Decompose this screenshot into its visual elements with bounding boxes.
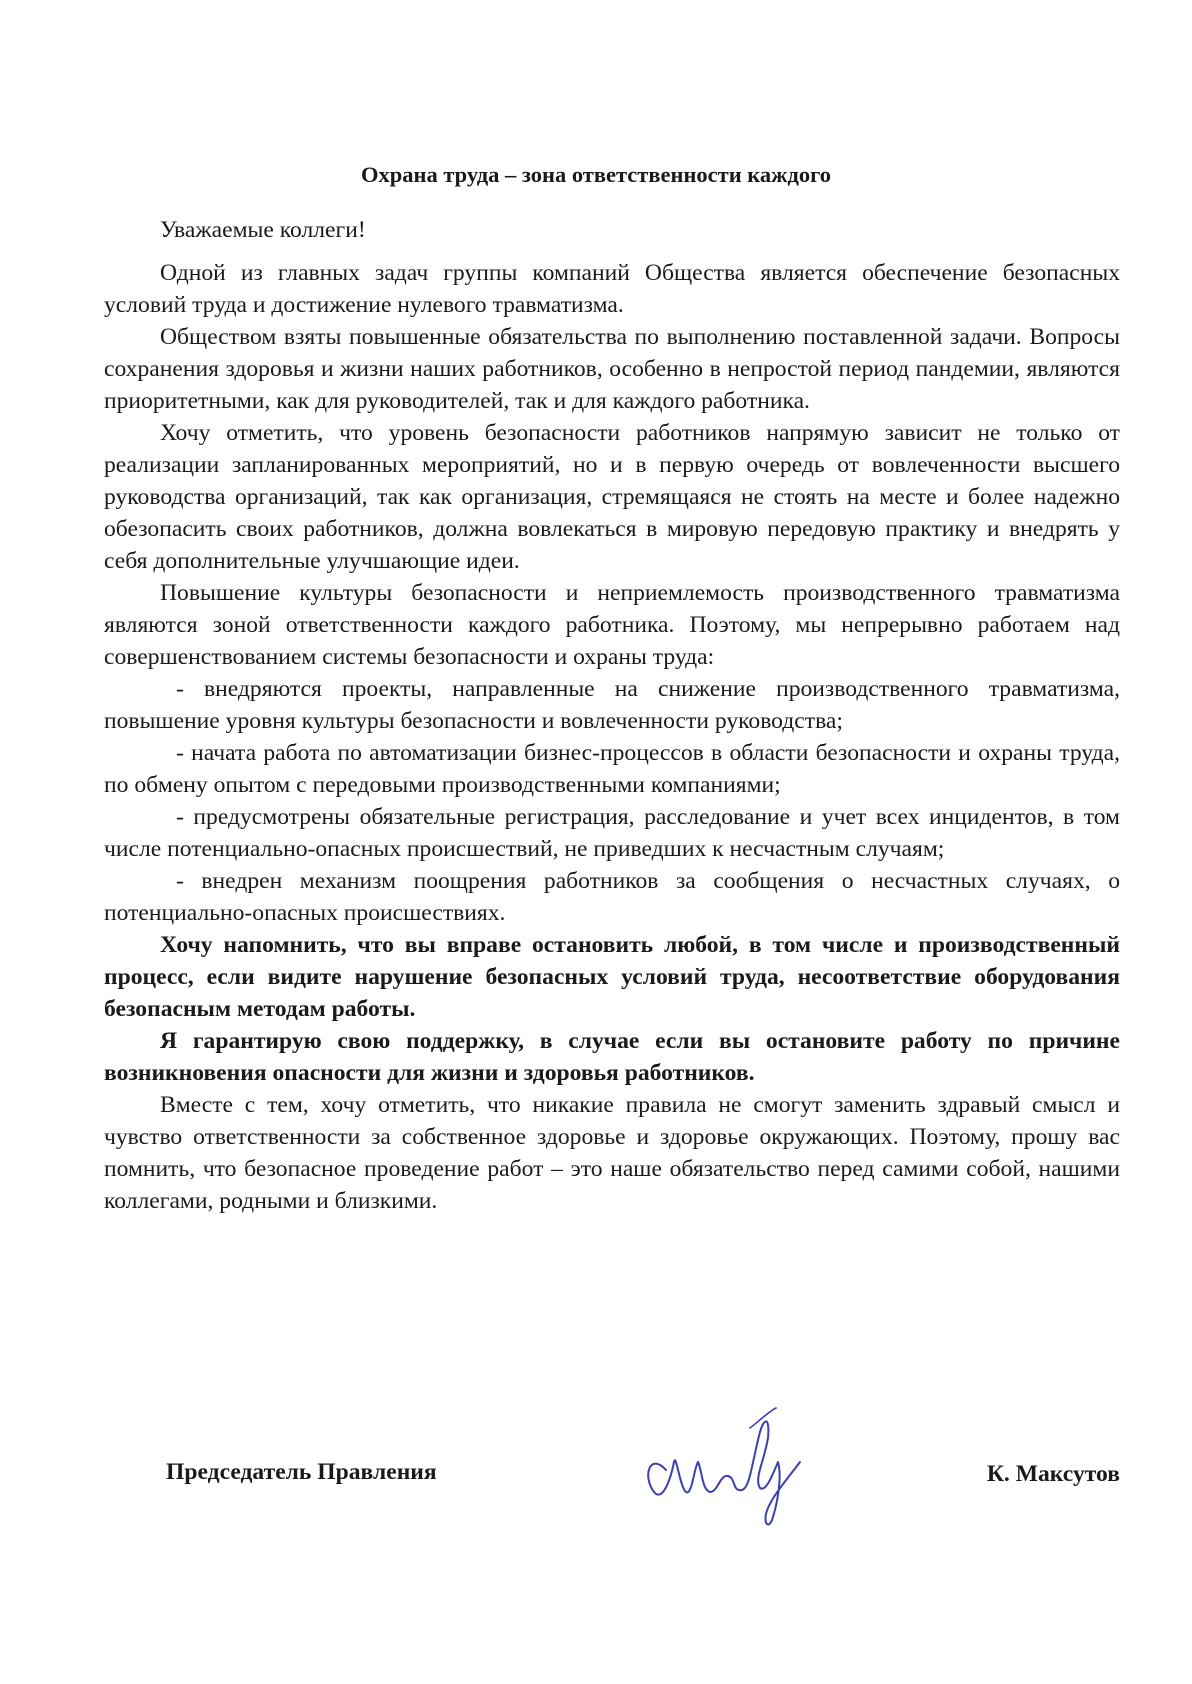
handwritten-signature <box>632 1392 822 1532</box>
signer-name: К. Максутов <box>986 1461 1120 1487</box>
closing-paragraph: Вместе с тем, хочу отметить, что никакие правила не смогут заменить здравый смысл и чувство ответственности за собственное здоровье и здоровье окружающих. Поэтому, прошу вас помнить, что безопасное проведение работ – это наше обязательство перед самими собой, нашими коллегами, родными и близкими. <box>104 1092 1120 1214</box>
paragraph: Хочу отметить, что уровень безопасности работников напрямую зависит не только от реализации запланированных мероприятий, но и в первую очередь от вовлеченности высшего руководства организаций, так как организация, стремящаяся не стоять на месте и более надежно обезопасить своих работников, должна вовлекаться в мировую передовую практику и внедрять у себя дополнительные улучшающие идеи. <box>104 420 1120 574</box>
signer-position: Председатель Правления <box>166 1459 437 1485</box>
greeting: Уважаемые коллеги! <box>160 217 366 243</box>
list-item: - внедряются проекты, направленные на снижение производственного травматизма, повышение уровня культуры безопасности и вовлеченности руководства; <box>104 676 1120 734</box>
signature-stroke <box>648 1421 800 1524</box>
letter-title: Охрана труда – зона ответственности каждого <box>360 162 832 187</box>
bold-paragraph: Я гарантирую свою поддержку, в случае если вы остановите работу по причине возникновения опасности для жизни и здоровья работников. <box>104 1028 1120 1086</box>
list-item: - внедрен механизм поощрения работников за сообщения о несчастных случаях, о потенциально-опасных происшествиях. <box>104 868 1120 926</box>
list-item: - предусмотрены обязательные регистрация, расследование и учет всех инцидентов, в том числе потенциально-опасных происшествий, не приведших к несчастным случаям; <box>104 804 1120 862</box>
paragraph: Повышение культуры безопасности и неприемлемость производственного травматизма являются зоной ответственности каждого работника. Поэтому, мы непрерывно работаем над совершенствованием системы безопасности и охраны труда: <box>104 580 1120 670</box>
letter-body <box>104 214 1120 1217</box>
paragraph: Обществом взяты повышенные обязательства по выполнению поставленной задачи. Вопросы сохранения здоровья и жизни наших работников, особенно в непростой период пандемии, являются приоритетными, как для руководителей, так и для каждого работника. <box>104 324 1120 414</box>
paragraph: Одной из главных задач группы компаний Общества является обеспечение безопасных условий труда и достижение нулевого травматизма. <box>104 260 1120 318</box>
bold-paragraph: Хочу напомнить, что вы вправе остановить любой, в том числе и производственный процесс, если видите нарушение безопасных условий труда, несоответствие оборудования безопасным методам работы. <box>104 932 1120 1022</box>
list-item: - начата работа по автоматизации бизнес-процессов в области безопасности и охраны труда, по обмену опытом с передовыми производственными компаниями; <box>104 740 1120 798</box>
